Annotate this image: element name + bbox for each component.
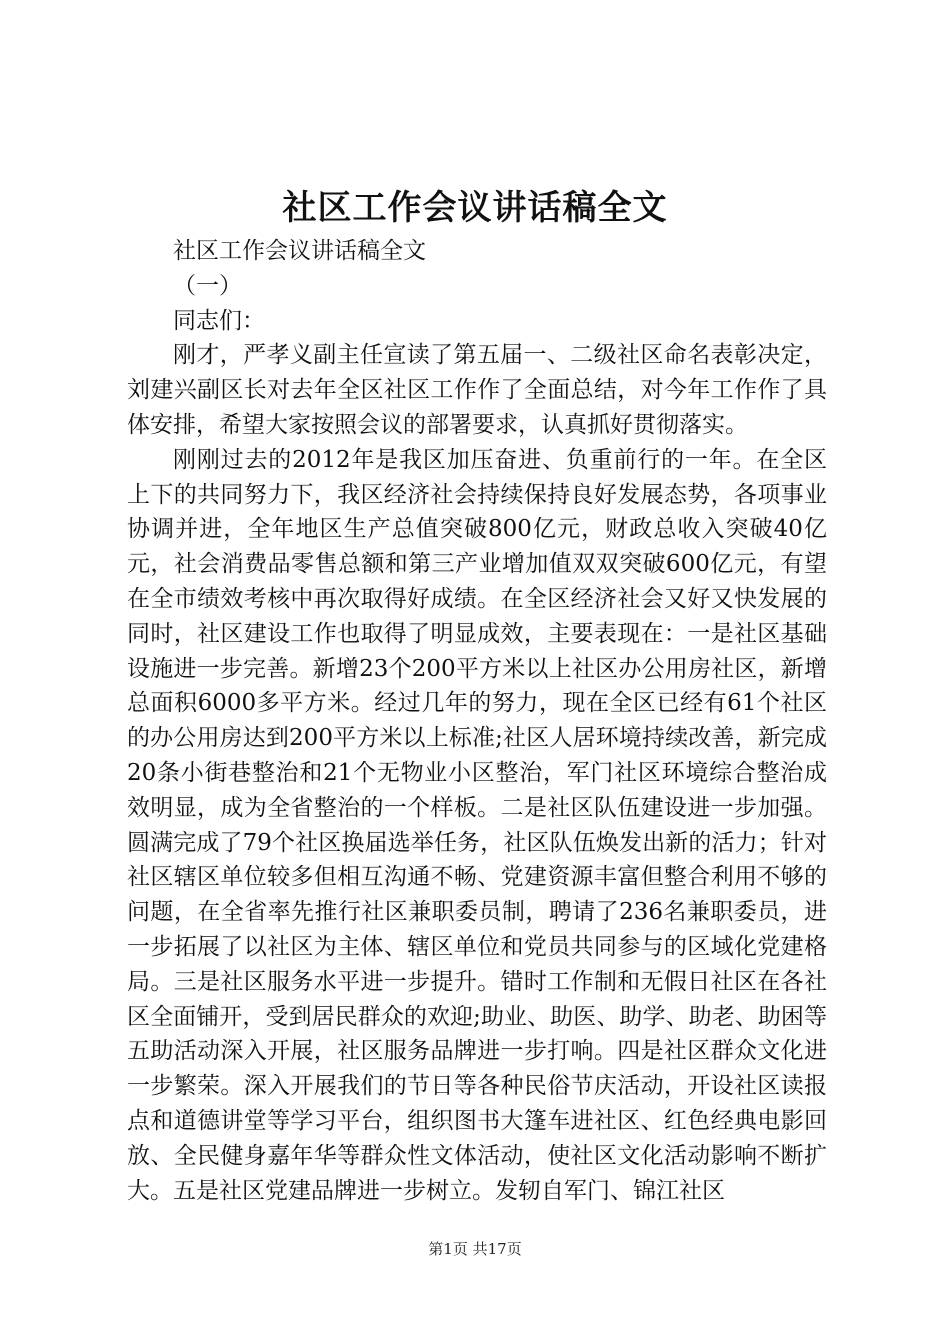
paragraph-subtitle: 社区工作会议讲话稿全文 [173, 238, 426, 264]
page-footer: 第1页 共17页 [428, 1240, 522, 1258]
paragraph-section-number: （一） [173, 272, 242, 299]
paragraph-salutation: 同志们： [173, 307, 265, 334]
document-body [127, 234, 827, 1208]
paragraph-review: 刚刚过去的2012年是我区加压奋进、负重前行的一年。在全区上下的共同努力下，我区经济社会持续保持良好发展态势，各项事业协调并进，全年地区生产总值突破800亿元，财政总收入突破40亿元，社会消费品零售总额和第三产业增加值双双突破600亿元，有望在全市绩效考核中再次取得好成绩。在全区经济社会又好又快发展的同时，社区建设工作也取得了明显成效，主要表现在：一是社区基础设施进一步完善。新增23个200平方米以上社区办公用房社区，新增总面积6000多平方米。经过几年的努力，现在全区已经有61个社区的办公用房达到200平方米以上标准;社区人居环境持续改善，新完成20条小街巷整治和21个无物业小区整治，军门社区环境综合整治成效明显，成为全省整治的一个样板。二是社区队伍建设进一步加强。圆满完成了79个社区换届选举任务，社区队伍焕发出新的活力；针对社区辖区单位较多但相互沟通不畅、党建资源丰富但整合利用不够的问题，在全省率先推行社区兼职委员制，聘请了236名兼职委员，进一步拓展了以社区为主体、辖区单位和党员共同参与的区域化党建格局。三是社区服务水平进一步提升。错时工作制和无假日社区在各社区全面铺开，受到居民群众的欢迎;助业、助医、助学、助老、助困等五助活动深入开展，社区服务品牌进一步打响。四是社区群众文化进一步繁荣。深入开展我们的节日等各种民俗节庆活动，开设社区读报点和道德讲堂等学习平台，组织图书大篷车进社区、红色经典电影回放、全民健身嘉年华等群众性文体活动，使社区文化活动影响不断扩大。五是社区党建品牌进一步树立。发轫自军门、锦江社区 [127, 446, 827, 1204]
paragraph-opening: 刚才，严孝义副主任宣读了第五届一、二级社区命名表彰决定，刘建兴副区长对去年全区社区工作作了全面总结，对今年工作作了具体安排，希望大家按照会议的部署要求，认真抓好贯彻落实。 [127, 342, 827, 438]
document-title: 社区工作会议讲话稿全文 [282, 188, 668, 228]
